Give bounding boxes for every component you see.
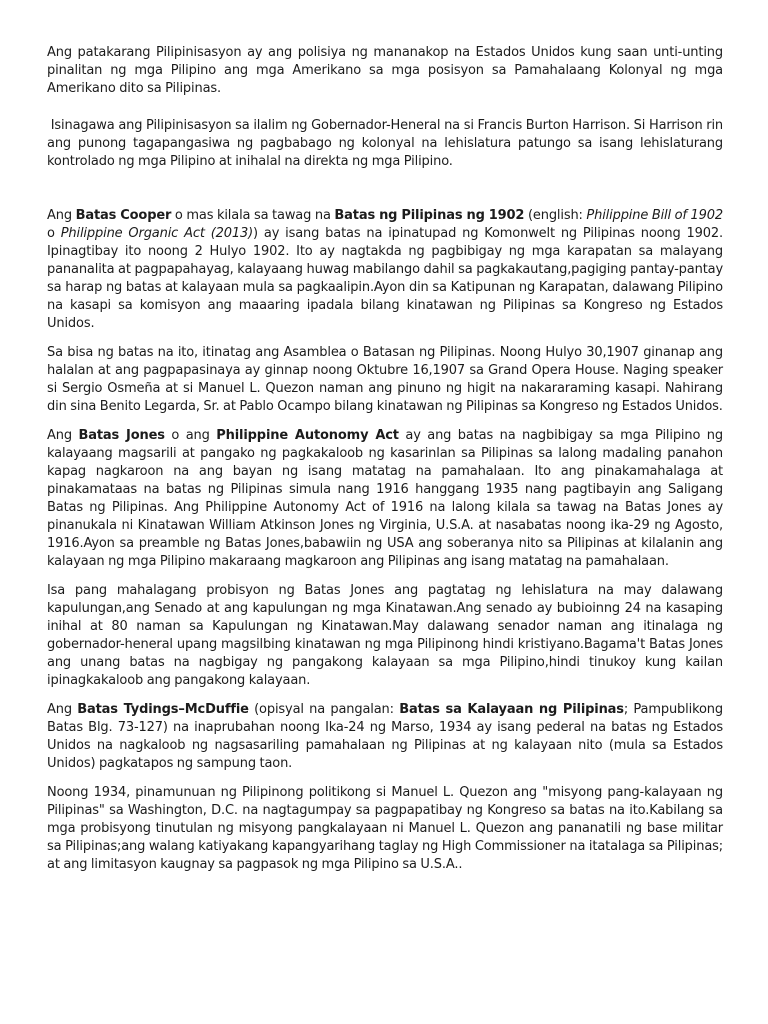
text-run: (english: [524, 208, 587, 223]
paragraph-text: Noong 1934, pinamunuan ng Pilipinong politikong si Manuel L. Quezon ang "misyong pang-kalayaan ng Pilipinas" sa Washington, D.C. na nagtagumpay sa pagpapatibay ng Kongreso sa batas na ito.Kabilang sa mga probisyong tinutulan ng misyong pangkalayaan ni Manuel L. Quezon ang pananatili ng base militar sa Pilipinas;ang walang katiyakang kapangyarihang taglay ng High Commissioner na itatalaga sa Pilipinas; at ang limitasyon kaugnay sa pagpasok ng mga Pilipino sa U.S.A.. [47, 785, 723, 872]
document-page [47, 44, 723, 874]
paragraph-jones-provision [47, 582, 723, 690]
text-run: o [47, 226, 61, 241]
term-philippine-organic-act: Philippine Organic Act (2013) [60, 226, 254, 241]
text-run: Ang [47, 702, 78, 717]
paragraph-asamblea [47, 344, 723, 416]
paragraph-quezon-mission [47, 784, 723, 874]
text-run: ay ang batas na nagbibigay sa mga Pilipino ng kalayaang magsarili at pangako ng pagkakaloob ng kasarinlan sa Pilipinas sa lalong madaling panahon kapag nagkaroon na ang bayan ng isang matatag na pamahalaan. Ito ang pinakamahalaga at pinakamataas na batas ng Pilipinas simula nang 1916 hanggang 1935 nang pagtibayin ang Saligang Batas ng Pilipinas. Ang Philippine Autonomy Act of 1916 na lalong kilala sa tawag na Batas Jones ay pinanukala ni Kinatawan William Atkinson Jones ng Virginia, U.S.A. at nasabatas noong ika-29 ng Agosto, 1916.Ayon sa preamble ng Batas Jones,babawiin ng USA ang soberanya nito sa Pilipinas at kilalanin ang kalayaan ng mga Pilipino makaraang magkaroon ang Pilipinas ang isang matatag na pamahalaan. [47, 428, 723, 569]
paragraph-pilipinisasyon-definition [47, 44, 723, 98]
paragraph-batas-jones [47, 427, 723, 571]
term-batas-tydings-mcduffie: Batas Tydings–McDuffie [77, 702, 249, 717]
paragraph-batas-cooper [47, 207, 723, 333]
paragraph-text: Isa pang mahalagang probisyon ng Batas Jones ang pagtatag ng lehislatura na may dalawang kapulungan,ang Senado at ang kapulungan ng mga Kinatawan.Ang senado ay bubioinng 24 na kasaping inihal at 80 naman sa Kapulungan ng Kinatawan.May dalawang senador naman ang itinalaga ng gobernador-heneral upang magsilbing kinatawan ng mga Pilipinong hindi kristiyano.Bagama't Batas Jones ang unang batas na nagbigay ng pangakong kalayaan sa mga Pilipino,hindi tinukoy kung kailan ipinagkakaloob ang pangakong kalayaan. [47, 583, 723, 688]
term-batas-sa-kalayaan: Batas sa Kalayaan ng Pilipinas [399, 702, 624, 717]
text-run: o mas kilala sa tawag na [171, 208, 335, 223]
text-run: ; Pampublikong Batas Blg. 73-127) na inaprubahan noong Ika-24 ng Marso, 1934 ay isang pederal na batas ng Estados Unidos na nagkaloob ng nagsasariling pamahalaan ng Pilipinas at ng kalayaan nito (mula sa Estados Unidos) pagkatapos ng sampung taon. [47, 702, 723, 771]
paragraph-tydings-mcduffie [47, 701, 723, 773]
paragraph-text: Isinagawa ang Pilipinisasyon sa ilalim ng Gobernador-Heneral na si Francis Burton Harrison. Si Harrison rin ang punong tagapangasiwa ng pagbabago ng kolonyal na lehislatura patungo sa isang lehislaturang kontrolado ng mga Pilipino at inihalal na direkta ng mga Pilipino. [47, 118, 723, 169]
text-run: ) ay isang batas na ipinatupad ng Komonwelt ng Pilipinas noong 1902. Ipinagtibay ito noong 2 Hulyo 1902. Ito ay nagtakda ng pagbibigay ng mga karapatan sa malayang pananalita at pagpapahayag, kalayaang huwag mabilango dahil sa pagkakautang,pagiging pantay-pantay sa harap ng batas at kalayaan mula sa pagkaalipin.Ayon din sa Katipunan ng Karapatan, dalawang Pilipino na kasapi sa komisyon ang maaaring ipadala bilang kinatawan ng Pilipinas sa Kongreso ng Estados Unidos. [47, 226, 724, 331]
paragraph-harrison [47, 117, 723, 171]
text-run: (opisyal na pangalan: [248, 702, 400, 717]
text-run: Ang [47, 428, 79, 443]
paragraph-text: Ang patakarang Pilipinisasyon ay ang polisiya ng mananakop na Estados Unidos kung saan unti-unting pinalitan ng mga Pilipino ang mga Amerikano sa mga posisyon sa Pamahalaang Kolonyal ng mga Amerikano dito sa Pilipinas. [47, 45, 723, 96]
term-batas-jones: Batas Jones [78, 428, 165, 443]
paragraph-text: Sa bisa ng batas na ito, itinatag ang Asamblea o Batasan ng Pilipinas. Noong Hulyo 30,1907 ginanap ang halalan at ang pagpapasinaya ay ginnap noong Oktubre 16,1907 sa Grand Opera House. Naging speaker si Sergio Osmeña at si Manuel L. Quezon naman ang pinuno ng higit na nakararaming kasapi. Nahirang din sina Benito Legarda, Sr. at Pablo Ocampo bilang kinatawan ng Pilipinas sa Kongreso ng Estados Unidos. [47, 345, 723, 414]
term-philippine-bill-1902: Philippine Bill of 1902 [586, 208, 723, 223]
text-run: Ang [47, 208, 76, 223]
term-philippine-autonomy-act: Philippine Autonomy Act [216, 428, 399, 443]
term-batas-ng-pilipinas-1902: Batas ng Pilipinas ng 1902 [334, 208, 525, 223]
text-run: o ang [164, 428, 217, 443]
term-batas-cooper: Batas Cooper [75, 208, 172, 223]
